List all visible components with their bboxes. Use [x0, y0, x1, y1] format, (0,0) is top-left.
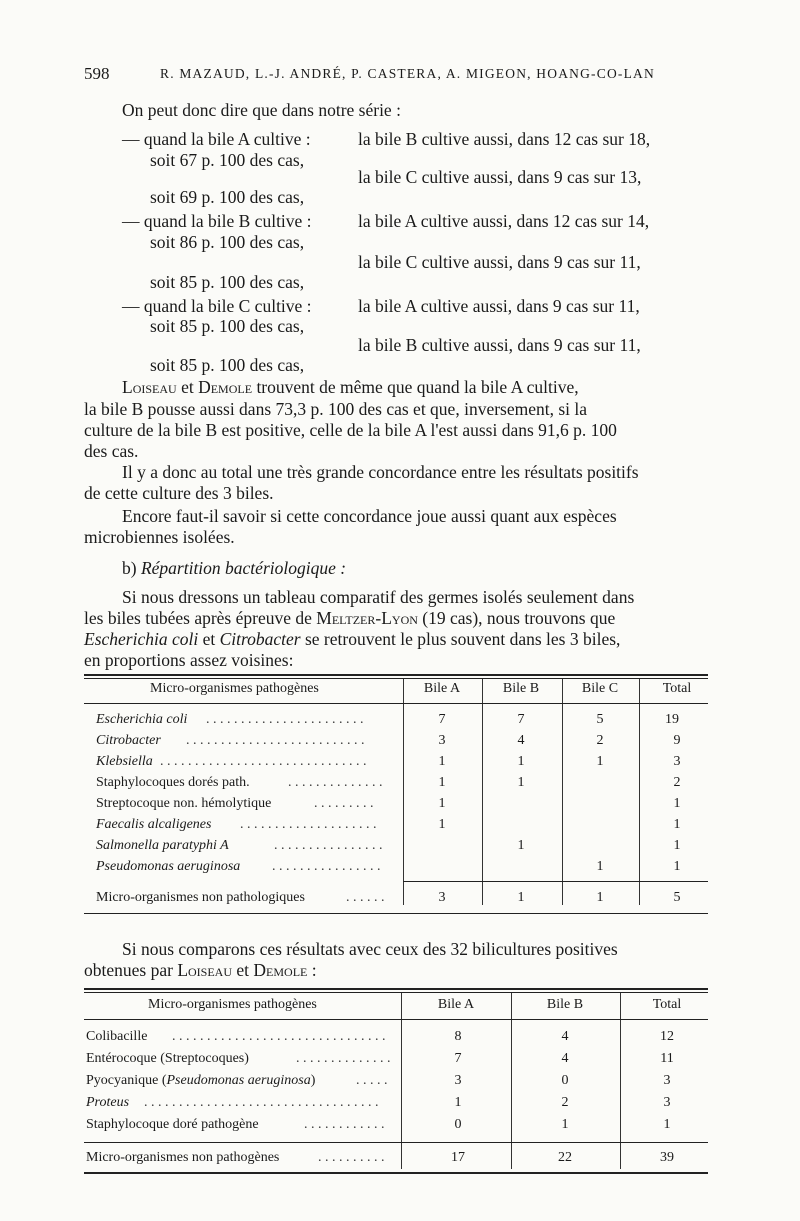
si-line-3	[84, 629, 620, 650]
dot-leader: . . . . . . . . . . . . . . . .	[274, 838, 383, 853]
dot-leader: . . . . . .	[346, 890, 385, 905]
dot-leader: . . . . . . . . . . . . . .	[296, 1051, 391, 1066]
dot-leader: . . . . . . . . . . . . . .	[288, 775, 383, 790]
dot-leader: . . . . . . . . . . . .	[304, 1117, 385, 1132]
row-label: Entérocoque (Streptocoques)	[86, 1051, 249, 1066]
case-b-label: — quand la bile B cultive :	[122, 211, 312, 231]
si-line-2	[84, 608, 615, 629]
concordance-line-2: de cette culture des 3 biles.	[84, 483, 274, 503]
species-name: Escherichia coli	[84, 629, 199, 649]
case-a-c-result: la bile C cultive aussi, dans 9 cas sur 13,	[358, 167, 642, 187]
text-span: )	[310, 1073, 316, 1088]
dot-leader: . . . . .	[356, 1073, 388, 1088]
table-cell: 4	[561, 1051, 569, 1066]
table-cell: 3	[438, 890, 446, 905]
column-divider	[482, 679, 483, 905]
table-cell: 17	[451, 1150, 465, 1165]
table-cell: 5	[596, 712, 604, 727]
dot-leader: . . . . . . . . . . . . . . . . . . . . . . . . . .	[186, 733, 365, 748]
column-divider	[562, 679, 563, 905]
table-cell: 0	[561, 1073, 569, 1088]
text-span: (19 cas), nous trouvons que	[417, 608, 616, 628]
table-cell: 3	[663, 1095, 671, 1110]
column-header: Total	[662, 681, 692, 696]
si-line-4: en proportions assez voisines:	[84, 650, 294, 670]
loiseau-line-1	[122, 377, 579, 398]
case-b-c-result: la bile C cultive aussi, dans 9 cas sur 11,	[358, 252, 641, 272]
table-cell: 3	[673, 754, 681, 769]
column-header: Bile A	[437, 997, 475, 1012]
table-cell: 1	[561, 1117, 569, 1132]
row-label: Faecalis alcaligenes	[96, 817, 212, 832]
loiseau-line-2: la bile B pousse aussi dans 73,3 p. 100 des cas et que, inversement, si la	[84, 399, 588, 419]
table-cell: 1	[596, 890, 604, 905]
case-a-b-percent: soit 67 p. 100 des cas,	[150, 150, 305, 170]
loiseau-line-3: culture de la bile B est positive, celle de la bile A l'est aussi dans 91,6 p. 100	[84, 420, 617, 440]
table-cell: 12	[660, 1029, 674, 1044]
author-name: Loiseau	[177, 960, 233, 980]
column-divider	[403, 679, 404, 905]
table-cell: 2	[673, 775, 681, 790]
table-cell: 39	[660, 1150, 674, 1165]
case-c-a-result: la bile A cultive aussi, dans 9 cas sur 11,	[358, 296, 640, 316]
author-name: Loiseau	[122, 377, 177, 397]
table-cell: 9	[673, 733, 681, 748]
column-header: Bile B	[546, 997, 584, 1012]
table-cell: 2	[596, 733, 604, 748]
case-c-b-percent: soit 85 p. 100 des cas,	[150, 355, 305, 375]
table-cell: 1	[438, 817, 446, 832]
author-name: Demole	[198, 377, 253, 397]
section-label: b)	[122, 558, 141, 578]
table-cell: 3	[454, 1073, 462, 1088]
row-label: Salmonella paratyphi A	[96, 838, 229, 853]
si-line-1: Si nous dressons un tableau comparatif des germes isolés seulement dans	[122, 587, 635, 607]
column-header: Bile B	[502, 681, 540, 696]
species-name: Pseudomonas aeruginosa	[166, 1073, 311, 1088]
table-cell: 1	[438, 775, 446, 790]
table-cell: 1	[596, 754, 604, 769]
case-c-a-percent: soit 85 p. 100 des cas,	[150, 316, 305, 336]
loiseau-line-4: des cas.	[84, 441, 139, 461]
text-span: et	[176, 377, 199, 397]
text-span: et	[198, 629, 220, 649]
table-cell: 1	[517, 838, 525, 853]
row-label: Escherichia coli	[96, 712, 188, 727]
table-cell: 1	[454, 1095, 462, 1110]
row-label: Klebsiella	[96, 754, 153, 769]
table-rule	[84, 913, 708, 914]
intro-line: On peut donc dire que dans notre série :	[122, 100, 401, 120]
case-b-c-percent: soit 85 p. 100 des cas,	[150, 272, 305, 292]
table-cell: 3	[663, 1073, 671, 1088]
table-cell: 7	[454, 1051, 462, 1066]
row-label: Micro-organismes non pathologiques	[96, 890, 305, 905]
table-cell: 11	[660, 1051, 674, 1066]
table-rule	[84, 1019, 708, 1020]
table-cell: 3	[438, 733, 446, 748]
table-rule	[84, 678, 708, 679]
author-name: Meltzer-Lyon	[316, 608, 418, 628]
table-cell: 2	[561, 1095, 569, 1110]
text-span: les biles tubées après épreuve de	[84, 608, 317, 628]
table-cell: 5	[673, 890, 681, 905]
encore-line-1: Encore faut-il savoir si cette concordance joue aussi quant aux espèces	[122, 506, 617, 526]
table-cell: 7	[517, 712, 525, 727]
compare-line-1: Si nous comparons ces résultats avec ceux des 32 bilicultures positives	[122, 939, 618, 959]
table-cell: 1	[517, 890, 525, 905]
table-cell: 1	[596, 859, 604, 874]
text-span: :	[307, 960, 317, 980]
species-name: Citrobacter	[219, 629, 301, 649]
table-rule	[84, 1142, 708, 1143]
table-cell: 1	[438, 754, 446, 769]
table-rule	[403, 881, 708, 882]
author-name: Demole	[253, 960, 308, 980]
running-authors: R. MAZAUD, L.-J. ANDRÉ, P. CASTERA, A. MIGEON, HOANG-CO-LAN	[160, 66, 655, 81]
table-cell: 1	[673, 838, 681, 853]
case-c-label: — quand la bile C cultive :	[122, 296, 312, 316]
table-cell: 1	[438, 796, 446, 811]
table-cell: 1	[517, 775, 525, 790]
row-label: Colibacille	[86, 1029, 148, 1044]
page-number: 598	[84, 64, 110, 83]
dot-leader: . . . . . . . . . . . . . . . .	[272, 859, 381, 874]
column-header: Bile A	[423, 681, 461, 696]
case-a-label: — quand la bile A cultive :	[122, 129, 311, 149]
case-b-a-percent: soit 86 p. 100 des cas,	[150, 232, 305, 252]
row-label: Streptocoque non. hémolytique	[96, 796, 272, 811]
column-header: Bile C	[581, 681, 619, 696]
dot-leader: . . . . . . . . .	[314, 796, 374, 811]
column-header: Total	[652, 997, 682, 1012]
table-cell: 0	[454, 1117, 462, 1132]
table-rule	[84, 988, 708, 990]
case-a-c-percent: soit 69 p. 100 des cas,	[150, 187, 305, 207]
table-cell: 1	[663, 1117, 671, 1132]
table-cell: 1	[673, 859, 681, 874]
dot-leader: . . . . . . . . . . . . . . . . . . . . . . . . . . . . . . . . . .	[144, 1095, 379, 1110]
row-label: Proteus	[86, 1095, 130, 1110]
compare-line-2	[84, 960, 317, 981]
table-cell: 7	[438, 712, 446, 727]
dot-leader: . . . . . . . . . . . . . . . . . . . . . . . . . . . . . . .	[172, 1029, 386, 1044]
row-label	[86, 1073, 315, 1089]
dot-leader: . . . . . . . . . .	[318, 1150, 385, 1165]
encore-line-2: microbiennes isolées.	[84, 527, 235, 547]
text-span: trouvent de même que quand la bile A cultive,	[252, 377, 579, 397]
dot-leader: . . . . . . . . . . . . . . . . . . . . . . . . . . . . . .	[160, 754, 367, 769]
column-divider	[639, 679, 640, 905]
column-header: Micro-organismes pathogènes	[148, 997, 317, 1012]
row-label: Pseudomonas aeruginosa	[96, 859, 241, 874]
table-rule	[84, 674, 708, 676]
case-a-b-result: la bile B cultive aussi, dans 12 cas sur 18,	[358, 129, 651, 149]
section-title: Répartition bactériologique :	[140, 558, 347, 578]
concordance-line-1: Il y a donc au total une très grande concordance entre les résultats positifs	[122, 462, 639, 482]
table-cell: 1	[517, 754, 525, 769]
table-cell: 19	[665, 712, 679, 727]
text-span: et	[232, 960, 254, 980]
text-span: se retrouvent le plus souvent dans les 3 biles,	[300, 629, 621, 649]
table-cell: 1	[673, 817, 681, 832]
text-span: obtenues par	[84, 960, 178, 980]
section-heading	[122, 558, 346, 579]
table-cell: 22	[558, 1150, 572, 1165]
table-cell: 4	[517, 733, 525, 748]
row-label: Citrobacter	[96, 733, 161, 748]
text-span: Pyocyanique (	[86, 1073, 167, 1088]
dot-leader: . . . . . . . . . . . . . . . . . . . . . . .	[206, 712, 364, 727]
case-c-b-result: la bile B cultive aussi, dans 9 cas sur 11,	[358, 335, 641, 355]
table-cell: 8	[454, 1029, 462, 1044]
column-header: Micro-organismes pathogènes	[150, 681, 319, 696]
row-label: Staphylocoques dorés path.	[96, 775, 250, 790]
table-rule	[84, 1172, 708, 1174]
table-rule	[84, 992, 708, 993]
row-label: Micro-organismes non pathogènes	[86, 1150, 280, 1165]
table-cell: 4	[561, 1029, 569, 1044]
table-rule	[84, 703, 708, 704]
dot-leader: . . . . . . . . . . . . . . . . . . . .	[240, 817, 377, 832]
table-cell: 1	[673, 796, 681, 811]
case-b-a-result: la bile A cultive aussi, dans 12 cas sur 14,	[358, 211, 650, 231]
row-label: Staphylocoque doré pathogène	[86, 1117, 259, 1132]
